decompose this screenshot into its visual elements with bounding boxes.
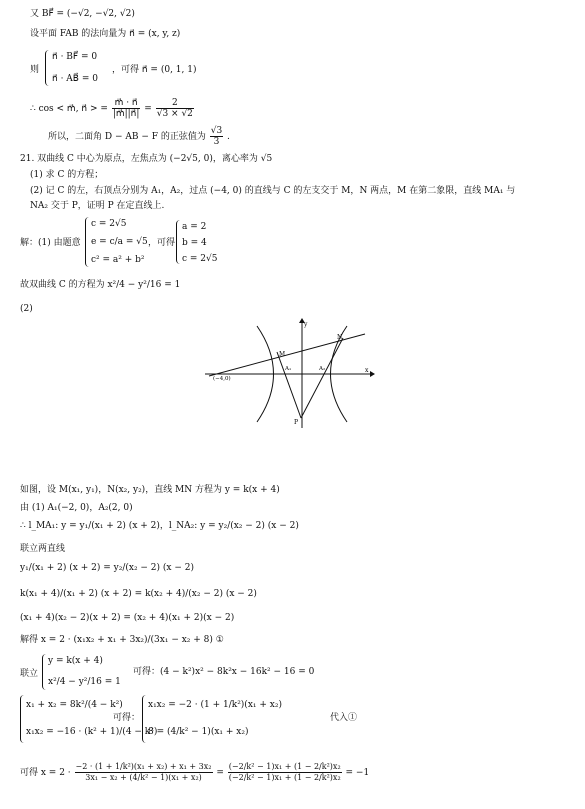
text-line: 故双曲线 C 的方程为 x²/4 − y²/16 = 1	[20, 280, 181, 290]
text-line: k(x₁ + 4)/(x₁ + 2) (x + 2) = k(x₂ + 4)/(x₂ − 2) (x − 2)	[20, 589, 257, 599]
point-a2-label: A₂	[319, 366, 326, 372]
text-line: c = 2√5	[91, 219, 127, 229]
text-line: c = 2√5	[182, 254, 218, 264]
point-m-label: M	[279, 351, 286, 358]
x-axis-arrow	[370, 371, 375, 377]
text-line: 可得：(4 − k²)x² − 8k²x − 16k² − 16 = 0	[133, 667, 315, 677]
text-line: 联立	[20, 669, 39, 679]
denominator: (−2/k² − 1)x₁ + (1 − 2/k²)x₂	[228, 773, 341, 782]
text-line: (1) 求 C 的方程；	[30, 170, 104, 180]
numerator: 2	[156, 98, 194, 109]
text-line: ，可得 n⃗ = (0, 1, 1)	[112, 65, 197, 75]
text-line: a = 2	[182, 222, 207, 232]
problem-title: 21. 双曲线 C 中心为原点，左焦点为 (−2√5, 0)，离心率为 √5	[20, 154, 273, 164]
text-line: c² = a² + b²	[91, 255, 145, 265]
text-seg: =	[216, 768, 224, 778]
text-line: (2) 记 C 的左，右顶点分别为 A₁，A₂，过点 (−4, 0) 的直线与 C 的左支交于 M，N 两点，M 在第二象限，直线 MA₁ 与	[30, 186, 516, 196]
text-line: 代入①	[330, 713, 358, 723]
text-line: ∴ l_MA₁: y = y₁/(x₁ + 2) (x + 2)，l_NA₂: y = y₂/(x₂ − 2) (x − 2)	[20, 521, 299, 531]
text-seg: 可得 x = 2 ·	[20, 768, 71, 778]
left-brace	[45, 50, 50, 86]
point-label-neg4: (−4,0)	[213, 376, 231, 382]
denominator: |m⃗||n⃗|	[112, 109, 140, 119]
left-brace	[20, 695, 25, 743]
text-line	[20, 762, 369, 783]
hyperbola-figure	[205, 318, 375, 430]
fraction	[210, 126, 223, 147]
text-line: (x₁ + 4)(x₂ − 2)(x + 2) = (x₂ + 4)(x₁ + 2)(x − 2)	[20, 613, 235, 623]
left-brace	[142, 695, 147, 743]
text-line: e = c/a = √5	[91, 237, 148, 247]
denominator: 3	[213, 137, 220, 147]
fraction	[75, 762, 213, 783]
fraction	[156, 98, 194, 119]
text-line: n⃗ · BF⃗ = 0	[52, 52, 98, 62]
text-seg: .	[227, 132, 230, 142]
left-brace	[42, 654, 47, 690]
fraction	[228, 762, 342, 783]
numerator: (−2/k² − 1)x₁ + (1 − 2/k²)x₂	[228, 762, 341, 771]
text-seg: 所以，二面角 D − AB − F 的正弦值为	[48, 132, 206, 142]
text-seg: = −1	[345, 768, 370, 778]
text-line: n⃗ · AB⃗ = 0	[52, 74, 98, 84]
text-line: x₁x₂ = −16 · (k² + 1)/(4 − k²)	[26, 727, 158, 737]
text-line: y₁/(x₁ + 2) (x + 2) = y₂/(x₂ − 2) (x − 2)	[20, 563, 194, 573]
text-line: x²/4 − y²/16 = 1	[48, 677, 121, 687]
point-p-label: P	[294, 419, 299, 426]
text-line: x₁x₂ = −2 · (1 + 1/k²)(x₁ + x₂)	[148, 700, 282, 710]
text-line: 8 = (4/k² − 1)(x₁ + x₂)	[148, 727, 249, 737]
text-line: 则	[30, 65, 40, 75]
denominator: √3 × √2	[156, 109, 193, 119]
x-axis-label: x	[365, 367, 369, 374]
text-line	[48, 126, 230, 147]
text-line: 设平面 FAB 的法向量为 n⃗ = (x, y, z)	[30, 29, 181, 39]
text-line: NA₂ 交于 P，证明 P 在定直线上.	[30, 201, 165, 211]
text-line: (2)	[20, 304, 33, 314]
text-seg: =	[144, 104, 152, 114]
text-line: 联立两直线	[20, 544, 66, 554]
text-line: 可得：	[113, 713, 141, 723]
text-line	[30, 98, 195, 119]
text-line: b = 4	[182, 238, 207, 248]
text-line: 又 BF⃗ = (−√2, −√2, √2)	[30, 9, 135, 19]
text-line: 解得 x = 2 · (x₁x₂ + x₁ + 3x₂)/(3x₁ − x₂ + 8) ①	[20, 635, 224, 645]
text-line: 解：(1) 由题意	[20, 238, 81, 248]
point-n-label: N	[337, 334, 343, 341]
numerator: m⃗ · n⃗	[112, 98, 141, 109]
left-brace	[176, 220, 181, 264]
left-brace	[85, 217, 90, 267]
text-line: ，可得	[148, 238, 176, 248]
denominator: 3x₁ − x₂ + (4/k² − 1)(x₁ + x₂)	[85, 773, 202, 782]
fraction	[112, 98, 141, 119]
text-line: x₁ + x₂ = 8k²/(4 − k²)	[26, 700, 123, 710]
text-line: 如图，设 M(x₁, y₁)，N(x₂, y₂)，直线 MN 方程为 y = k(x + 4)	[20, 485, 280, 495]
numerator: −2 · (1 + 1/k²)(x₁ + x₂) + x₁ + 3x₂	[75, 762, 212, 771]
y-axis-label: y	[304, 321, 308, 328]
text-seg: ∴ cos < m⃗, n⃗ > =	[30, 104, 108, 114]
text-line: 由 (1) A₁(−2, 0)，A₂(2, 0)	[20, 503, 133, 513]
numerator: √3	[210, 126, 223, 136]
point-a1-label: A₁	[285, 366, 292, 372]
text-line: y = k(x + 4)	[48, 656, 103, 666]
line-ma1	[277, 352, 301, 418]
